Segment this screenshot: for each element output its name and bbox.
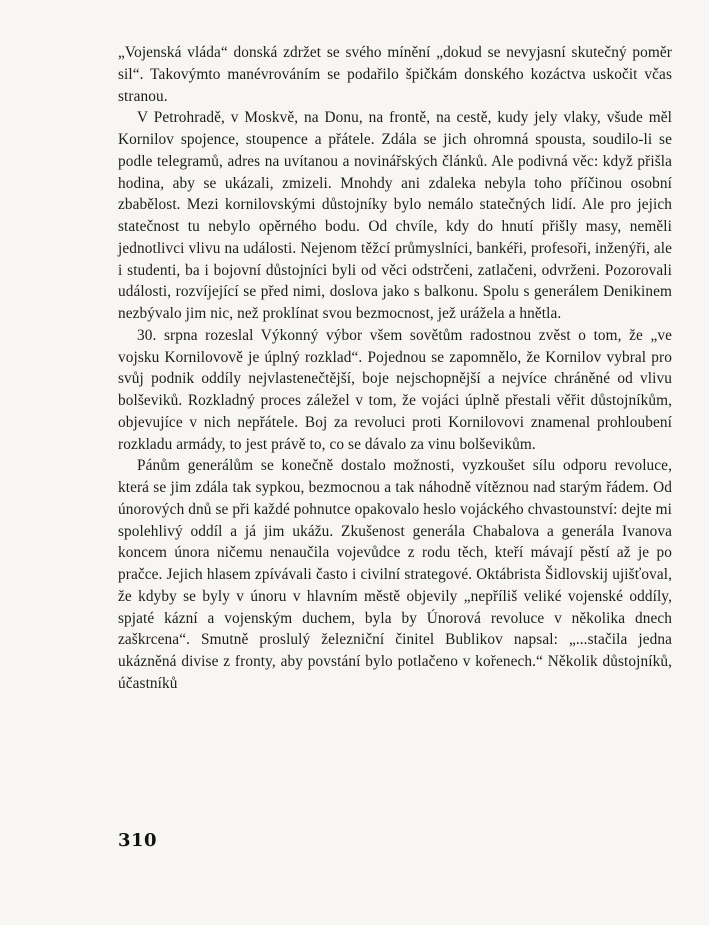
paragraph-3: 30. srpna rozeslal Výkonný výbor všem sovětům radostnou zvěst o tom, že „ve vojsku Kornilovově je úplný rozklad“. Pojednou se zapomnělo, že Kornilov vybral pro svůj podnik oddíly nejvlastenečtější, boje nejschopnější a nejvíce chráněné od vlivu bolševiků. Rozkladný proces záležel v tom, že vojáci úplně přestali věřit důstojníkům, objevujíce v nich nepřátele. Boj za revoluci proti Kornilovovi znamenal prohloubení rozkladu armády, to jest právě to, co se dávalo za vinu bolševikům.: [118, 326, 672, 453]
paragraph-2: V Petrohradě, v Moskvě, na Donu, na frontě, na cestě, kudy jely vlaky, všude měl Kornilov spojence, stoupence a přátele. Zdála se jich ohromná spousta, soudilo-li se podle telegramů, adres na uvítanou a novinářských článků. Ale podivná věc: když přišla hodina, aby se ukázali, zmizeli. Mnohdy ani zdaleka nebyla toho příčinou osobní zbabělost. Mezi kornilovskými důstojníky bylo nemálo statečných lidí. Ale pro jejich statečnost tu nebylo opěrného bodu. Od chvíle, kdy do hnutí přišly masy, neměli jednotlivci vlivu na události. Nejenom těžcí průmyslníci, bankéři, profesoři, inženýři, ale i studenti, ba i bojovní důstojníci byli od věci odstrčeni, zatlačeni, odvrženi. Pozorovali události, rozvíjející se před nimi, doslova jako s balkonu. Spolu s generálem Denikinem nezbývalo jim nic, než proklínat svou bezmocnost, jež urážela a hnětla.: [118, 109, 672, 322]
paragraph-4: Pánům generálům se konečně dostalo možnosti, vyzkoušet sílu odporu revoluce, která se jim zdála tak sypkou, bezmocnou a tak náhodně vítěznou nad starým řádem. Od únorových dnů se při každé pohnutce opakovalo heslo vojáckého chvastounství: dejte mi spolehlivý oddíl a já jim ukážu. Zkušenost generála Chabalova a generála Ivanova koncem února ničemu nenaučila vojevůdce z rodu těch, kteří mávají pěstí až je po pračce. Jejich hlasem zpívávali často i civilní strategové. Oktábrista Šidlovskij ujišťoval, že kdyby se byly v únoru v hlavním městě objevily „nepříliš veliké vojenské oddíly, spjaté kázní a vojenským duchem, byla by Únorová revoluce v několika dnech zaškrcena“. Smutně proslulý železniční činitel Bublikov napsal: „...stačila jedna ukázněná divise z fronty, aby povstání bylo potlačeno v kořenech.“ Několik důstojníků, účastníků: [118, 457, 672, 692]
body-text: [118, 42, 672, 695]
paragraph-1: „Vojenská vláda“ donská zdržet se svého mínění „dokud se nevyjasní skutečný poměr sil“. Takovýmto manévrováním se podařilo špičkám donského kozáctva uskočit včas stranou.: [118, 44, 672, 105]
page-number: 310: [118, 830, 158, 851]
